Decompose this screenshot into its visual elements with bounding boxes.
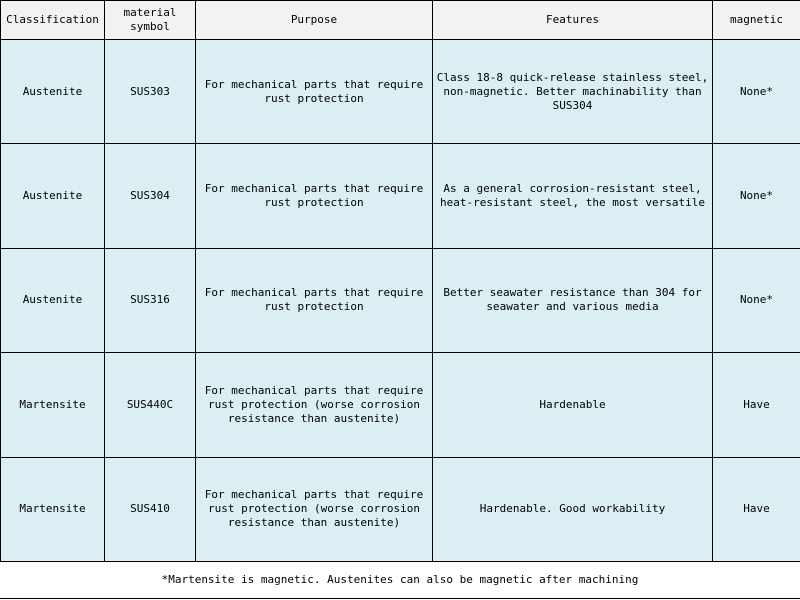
header-material-symbol: material symbol xyxy=(105,1,196,40)
table-row xyxy=(1,457,800,561)
cell-features: Hardenable xyxy=(433,353,713,457)
cell-magnetic: Have xyxy=(713,353,800,457)
table-row xyxy=(1,40,800,144)
header-purpose: Purpose xyxy=(196,1,433,40)
cell-purpose: For mechanical parts that require rust protection (worse corrosion resistance than austenite) xyxy=(196,353,433,457)
cell-material-symbol: SUS440C xyxy=(105,353,196,457)
cell-classification: Austenite xyxy=(1,248,105,352)
cell-features: Class 18-8 quick-release stainless steel, non-magnetic. Better machinability than SUS304 xyxy=(433,40,713,144)
cell-material-symbol: SUS303 xyxy=(105,40,196,144)
cell-material-symbol: SUS304 xyxy=(105,144,196,248)
cell-classification: Martensite xyxy=(1,353,105,457)
cell-features: Hardenable. Good workability xyxy=(433,457,713,561)
cell-classification: Austenite xyxy=(1,144,105,248)
cell-classification: Austenite xyxy=(1,40,105,144)
cell-magnetic: None* xyxy=(713,40,800,144)
header-magnetic: magnetic xyxy=(713,1,800,40)
cell-features: As a general corrosion-resistant steel, heat-resistant steel, the most versatile xyxy=(433,144,713,248)
header-row xyxy=(1,1,800,40)
footnote: *Martensite is magnetic. Austenites can also be magnetic after machining xyxy=(0,562,800,599)
cell-material-symbol: SUS410 xyxy=(105,457,196,561)
cell-purpose: For mechanical parts that require rust protection xyxy=(196,248,433,352)
cell-magnetic: None* xyxy=(713,144,800,248)
header-features: Features xyxy=(433,1,713,40)
cell-magnetic: None* xyxy=(713,248,800,352)
table-row xyxy=(1,144,800,248)
table-row xyxy=(1,353,800,457)
cell-purpose: For mechanical parts that require rust protection (worse corrosion resistance than austenite) xyxy=(196,457,433,561)
cell-features: Better seawater resistance than 304 for seawater and various media xyxy=(433,248,713,352)
cell-magnetic: Have xyxy=(713,457,800,561)
cell-purpose: For mechanical parts that require rust protection xyxy=(196,40,433,144)
cell-material-symbol: SUS316 xyxy=(105,248,196,352)
header-classification: Classification xyxy=(1,1,105,40)
cell-purpose: For mechanical parts that require rust protection xyxy=(196,144,433,248)
cell-classification: Martensite xyxy=(1,457,105,561)
table-row xyxy=(1,248,800,352)
